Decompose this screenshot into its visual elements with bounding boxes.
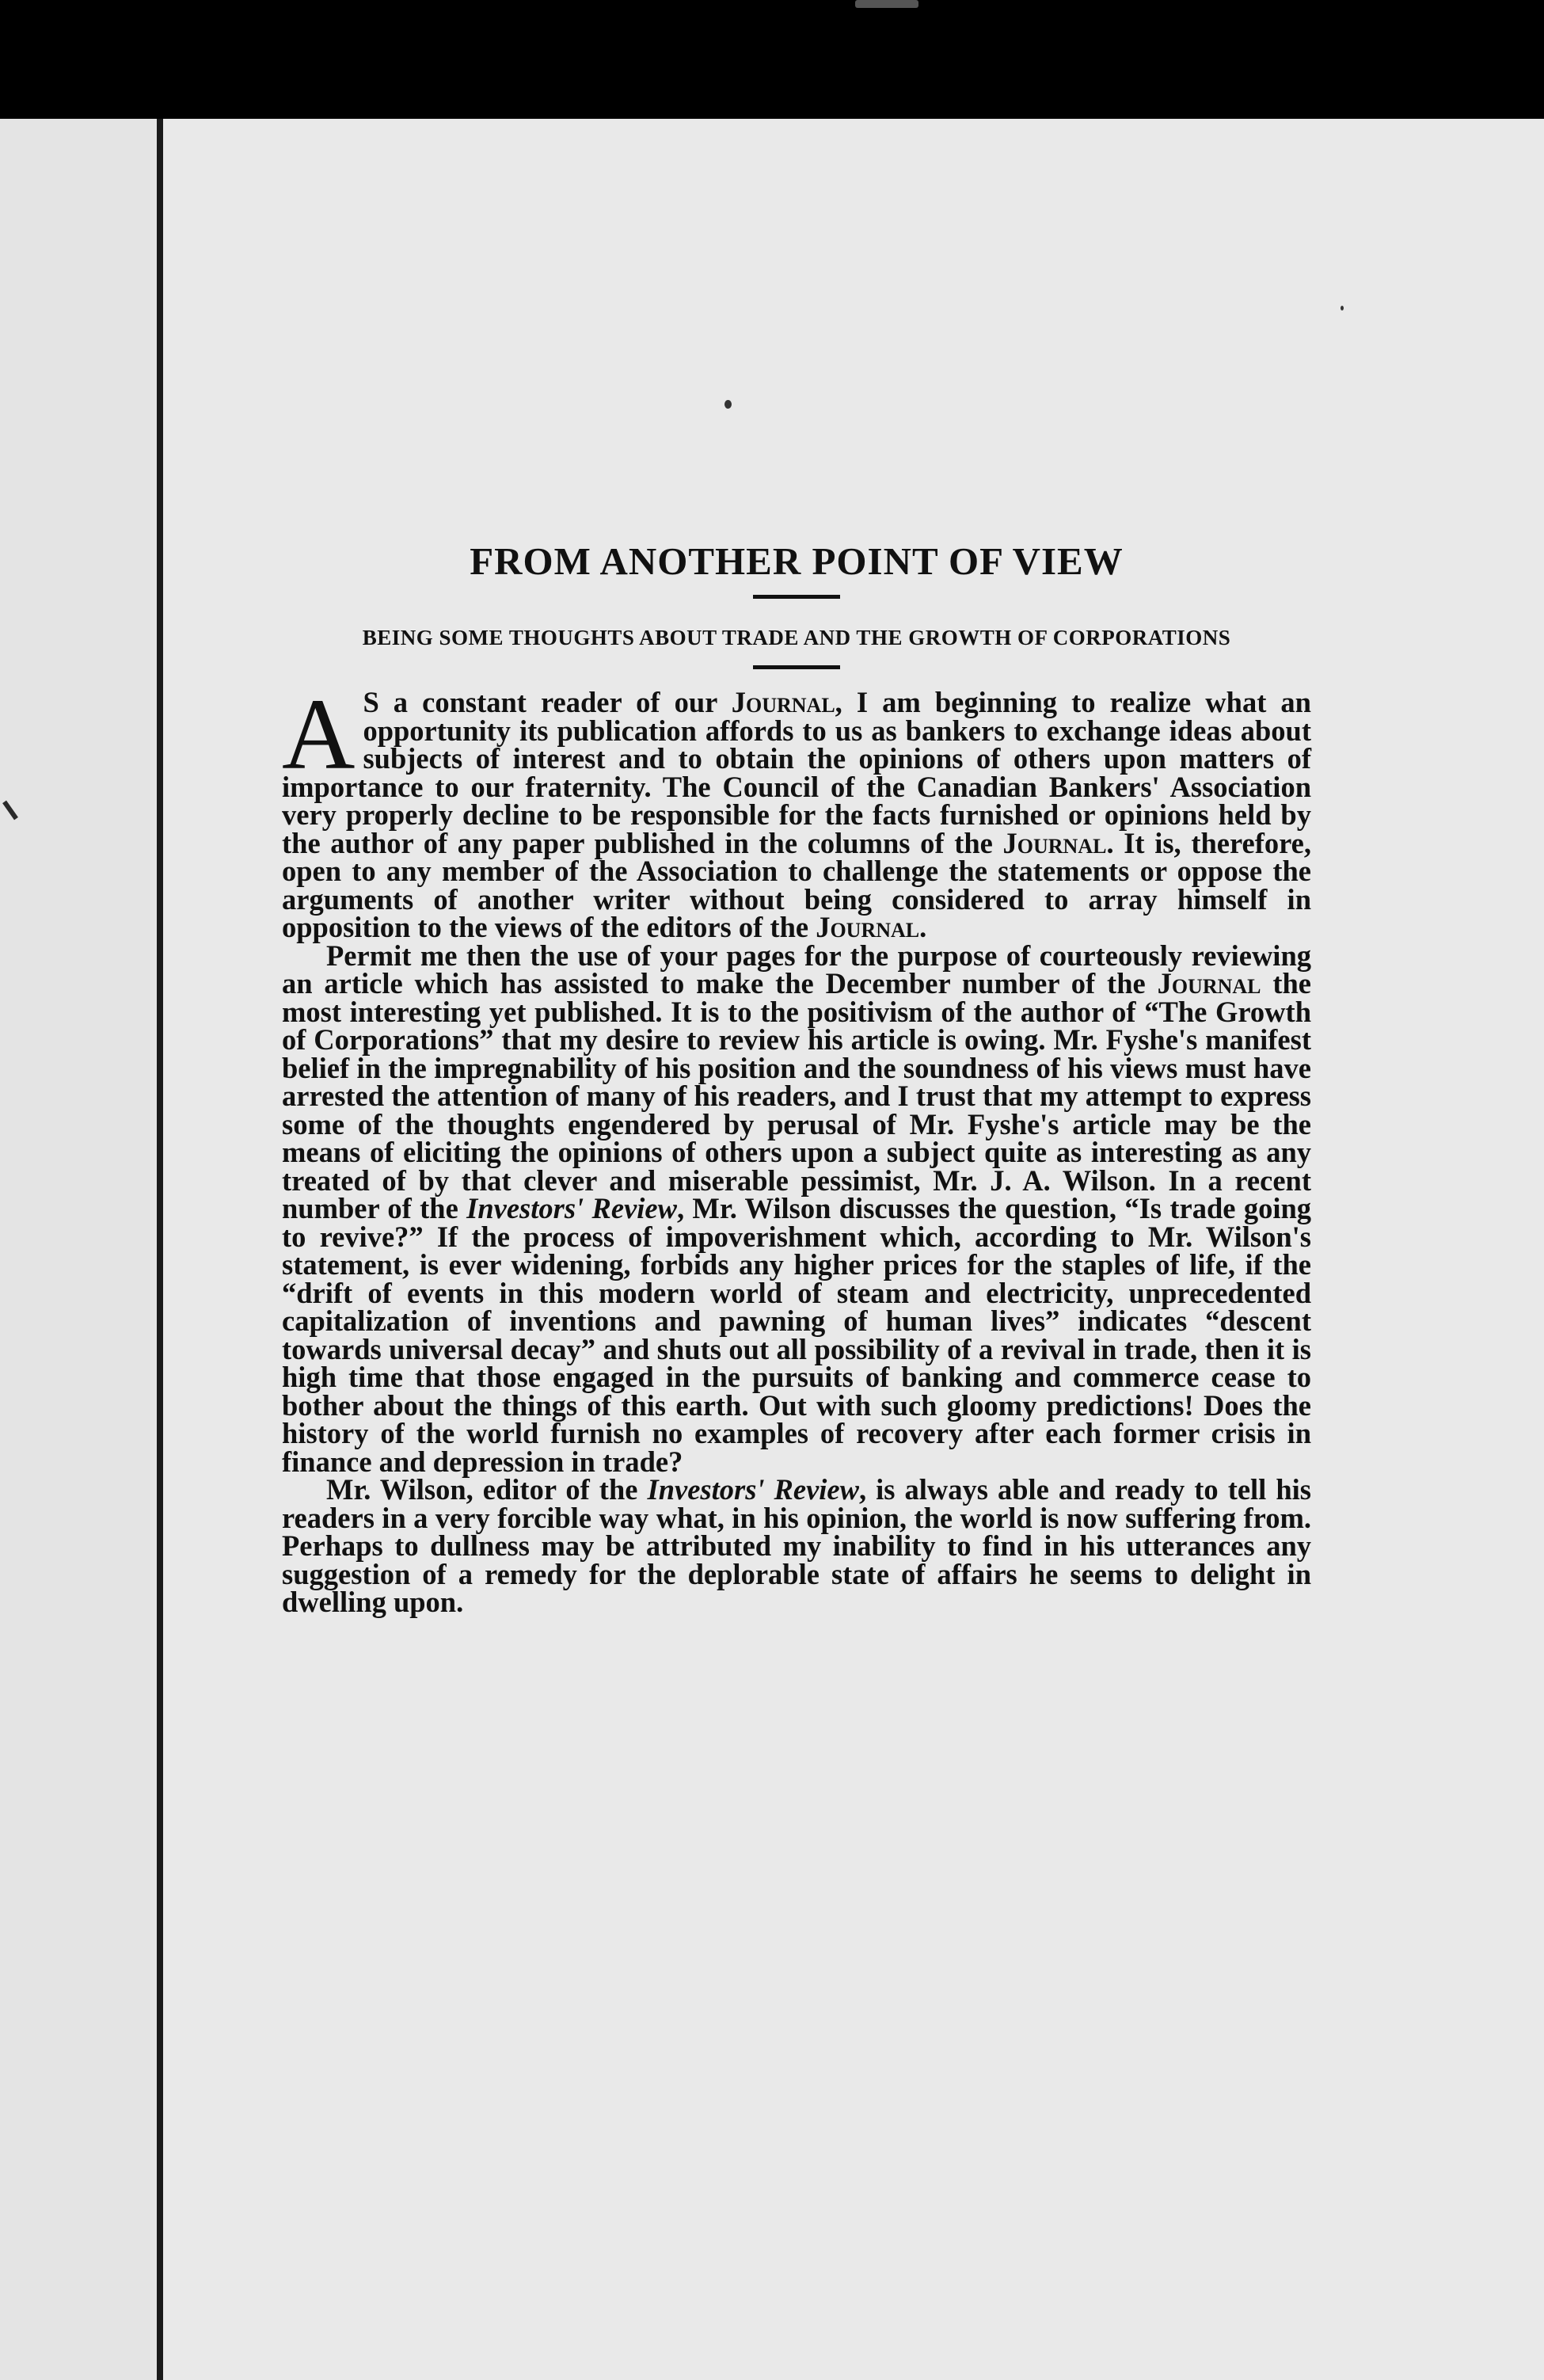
page-gutter — [157, 119, 163, 2380]
italic-title: Investors' Review — [466, 1192, 677, 1224]
text-segment: . — [919, 911, 927, 943]
paragraph — [282, 939, 1312, 1478]
article-body — [282, 678, 1312, 1618]
journal-name: Journal — [1157, 967, 1261, 1000]
ink-speck — [724, 400, 732, 409]
title-rule — [753, 595, 840, 599]
text-segment: , Mr. Wilson discusses the question, “Is trade going to revive?” If the process of impoverishment which, according to Mr. Wilson's statement, is ever widening, forbids any higher prices for the staples of life, if the “drift of events in this modern world of steam and electricity, unprecedented capitalization of inventions and pawning of human lives” indicates “descent towards universal decay” and shuts out all possibility of a revival in trade, then it is high time that those engaged in the pursuits of banking and commerce cease to bother about the things of this earth. Out with such gloomy predictions! Does the history of the world furnish no examples of recovery after each former crisis in finance and depression in trade? — [282, 1192, 1312, 1478]
ink-speck — [1341, 306, 1344, 310]
journal-name: Journal — [1002, 826, 1107, 859]
paragraph — [282, 1473, 1311, 1618]
text-segment: the most interesting yet published. It is to the positivism of the author of “The Growth of Corporations” that my desire to review his article is owing. Mr. Fyshe's manifest belief in the impregnability of his position and the soundness of his views must have arrested the attention of many of his readers, and I trust that my attempt to express some of the thoughts engendered by perusal of Mr. Fyshe's article may be the means of eliciting the opinions of others upon a subject quite as interesting as any treated of by that clever and miserable pessimist, Mr. J. A. Wilson. In a recent number of the — [282, 967, 1311, 1224]
italic-title: Investors' Review — [647, 1473, 859, 1506]
article — [282, 539, 1311, 1616]
subtitle-rule — [753, 665, 840, 669]
article-title: FROM ANOTHER POINT OF VIEW — [470, 539, 1124, 583]
text-segment: S a constant reader of our — [363, 686, 732, 718]
paragraph — [282, 678, 1312, 943]
margin-mark — [2, 801, 18, 821]
text-segment: , I am beginning to realize what an opportunity its publication affords to us as bankers to exchange ideas about subjects of interest and to obtain the opinions of others upon matters of importance to our fraternity. The Council of the Canadian Bankers' Association very properly decline to be responsible for the facts furnished or opinions held by the author of any paper published in the columns of the — [282, 686, 1311, 859]
journal-name: Journal — [816, 911, 920, 943]
drop-cap: A — [282, 678, 356, 790]
text-segment: Mr. Wilson, editor of the — [326, 1473, 648, 1506]
top-edge-mark — [855, 0, 918, 8]
article-subtitle: BEING SOME THOUGHTS ABOUT TRADE AND THE GROWTH OF CORPORATIONS — [362, 626, 1231, 649]
text-segment: Permit me then the use of your pages for the purpose of courteously reviewing an article which has assisted to make the December number of the — [282, 939, 1311, 1000]
document-page — [163, 119, 1544, 2380]
text-segment: , is always able and ready to tell his readers in a very forcible way what, in his opinion, the world is now suffering from. Perhaps to dullness may be attributed my inability to find in his utterances any suggestion of a remedy for the deplorable state of affairs he seems to delight in dwelling upon. — [282, 1473, 1311, 1618]
journal-name: Journal — [731, 686, 835, 718]
facing-page — [0, 119, 157, 2380]
text-segment: . It is, therefore, open to any member of the Association to challenge the statements or oppose the arguments of another writer without being considered to array himself in opposition to the views of the editors of the — [282, 826, 1312, 943]
